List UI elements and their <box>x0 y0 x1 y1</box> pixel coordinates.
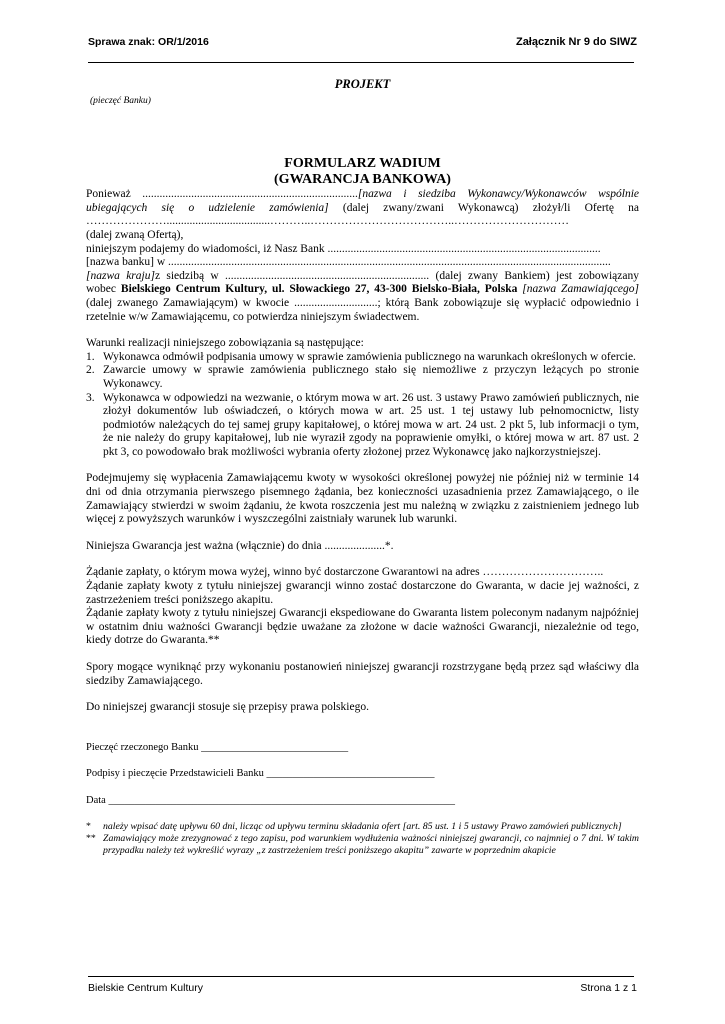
footnote-text: Zamawiający może zrezygnować z tego zapisu, pod warunkiem wydłużenia ważności niniejszej gwarancji, co najmniej o 7 dni. W takim przypadku należy też wykreślić wyrazy „z zastrzeżeniem treści poniższego akapitu” zawarte w poprzednim akapicie <box>103 832 639 856</box>
attachment-label: Załącznik Nr 9 do SIWZ <box>515 36 637 48</box>
list-number: 2. <box>86 364 95 377</box>
footnote-mark: ** <box>86 832 96 844</box>
page-number: Strona 1 z 1 <box>580 982 637 994</box>
text-segment: (dalej zwany/zwani Wykonawcą) złożył/li Ofertę na …………………....................................………..………………………………..………………………… <box>86 201 639 228</box>
paragraph-obligation <box>86 270 639 324</box>
list-text: Wykonawca odmówił podpisania umowy w sprawie zamówienia publicznego na warunkach określonych w ofercie. <box>103 350 636 363</box>
paragraph-contractor <box>86 188 639 229</box>
footnotes <box>86 821 639 857</box>
footnote-mark: * <box>86 820 91 832</box>
list-text: Wykonawca w odpowiedzi na wezwanie, o którym mowa w art. 26 ust. 3 ustawy Prawo zamówień publicznych, nie złożył dokumentów lub oświadczeń, o których mowa w art. 25 ust. 1 tej ustawy lub pełnomocnictw, listy podmiotów należących do tej samej grupy kapitałowej, o której mowa w art. 24 ust. 2 pkt 5, lub informacji o tym, że nie należy do grupy kapitałowej, lub nie wyraził zgody na poprawienie omyłki, o której mowa w art. 87 ust. 2 pkt 3, co powodowało brak możliwości wybrania oferty złożonej przez Wykonawcę jako najkorzystniejszej. <box>103 391 639 458</box>
title-line-1: FORMULARZ WADIUM <box>284 156 441 172</box>
paragraph-payment: Podejmujemy się wypłacenia Zamawiającemu kwoty w wysokości określonej powyżej nie później niż w terminie 14 dni od dnia otrzymania pierwszego pisemnego żądania, bez konieczności uzasadnienia przez Zamawiającego, o ile Zamawiający stwierdzi w swoim żądaniu, że kwota roszczenia jest mu należną w związku z zaistnieniem jednego lub więcej z powyższych warunków i wyszczególni zaistniały warunek lub warunki. <box>86 472 639 526</box>
footer-rule <box>88 976 634 977</box>
list-item <box>86 392 639 460</box>
paragraph-demand-delivery: Żądanie zapłaty kwoty z tytułu niniejszej gwarancji winno zostać dostarczone do Gwaranta, w dacie jej ważności, z zastrzeżeniem treści poniższego akapitu. <box>86 580 639 606</box>
paragraph-demand-mail: Żądanie zapłaty kwoty z tytułu niniejszej Gwarancji ekspediowane do Gwaranta listem poleconym nadanym najpóźniej w ostatnim dniu ważności Gwarancji będzie uważane za złożone w dacie ważności Gwarancji, niezależnie od tego, kiedy dotrze do Gwaranta.** <box>86 607 639 647</box>
projekt-label: PROJEKT <box>334 77 391 91</box>
conditions-list <box>86 351 639 460</box>
employer-placeholder: [nazwa Zamawiającego] <box>522 283 640 296</box>
paragraph-bank-intro: niniejszym podajemy do wiadomości, iż Nasz Bank ............................................................................................... <box>86 242 601 255</box>
list-number: 3. <box>86 391 95 404</box>
header-rule <box>88 62 634 63</box>
signature-block <box>86 741 639 808</box>
footer-organization: Bielskie Centrum Kultury <box>88 982 203 994</box>
paragraph-demand-address: Żądanie zapłaty, o którym mowa wyżej, winno być dostarczone Gwarantowi na adres ………………………….. <box>86 566 604 579</box>
footnote <box>86 833 639 857</box>
list-item <box>86 364 639 391</box>
case-number: Sprawa znak: OR/1/2016 <box>88 36 209 48</box>
bank-stamp-placeholder: (pieczęć Banku) <box>90 95 151 106</box>
paragraph-law: Do niniejszej gwarancji stosuje się przepisy prawa polskiego. <box>86 701 369 714</box>
document-title <box>86 156 639 188</box>
paragraph-validity: Niniejsza Gwarancja jest ważna (włącznie) do dnia .....................*. <box>86 539 394 552</box>
footnote <box>86 821 639 833</box>
document-body <box>86 78 639 857</box>
paragraph-disputes: Spory mogące wyniknąć przy wykonaniu postanowień niniejszej gwarancji rozstrzygane będą przez sąd właściwy dla siedziby Zamawiającego. <box>86 661 639 687</box>
list-text: Zawarcie umowy w sprawie zamówienia publicznego stało się niemożliwe z przyczyn leżących po stronie Wykonawcy. <box>103 364 639 390</box>
employer-name: Bielskiego Centrum Kultury, ul. Słowackiego 27, 43-300 Bielsko-Biała, Polska <box>120 283 518 296</box>
text-segment: Ponieważ ........................................................................... <box>86 188 358 201</box>
paragraph-offer-ref: (dalej zwaną Ofertą), <box>86 228 184 241</box>
date-line: Data __________________________________________________________________ <box>86 794 455 806</box>
contractor-placeholder: [nazwa i siedziba Wykonawcy/Wykonawców wspólnie ubiegających się o udzielenie zamówienia] <box>86 188 639 214</box>
footnote-text: należy wpisać datę upływu 60 dni, licząc od upływu terminu składania ofert [art. 85 ust. 1 i 5 ustawy Prawo zamówień publicznych] <box>103 820 622 832</box>
bank-stamp-line: Pieczęć rzeczonego Banku ____________________________ <box>86 741 349 753</box>
list-item <box>86 351 639 365</box>
paragraph-bank-name: [nazwa banku] w .......................................................................................................................................................... <box>86 256 611 269</box>
title-line-2: (GWARANCJA BANKOWA) <box>274 172 451 188</box>
text-segment: z siedzibą w ....................................................................... (dalej zwany Bankiem) jest zobowiązany wobec <box>86 269 639 296</box>
text-segment: (dalej zwanego Zamawiającym) w kwocie .............................; którą Bank zobowiązuje się wypłacić odpowiednio i rzetelnie w/w Zamawiającemu, co potwierdza niniejszym świadectwem. <box>86 296 639 323</box>
representatives-signature-line: Podpisy i pieczęcie Przedstawicieli Banku ________________________________ <box>86 768 435 780</box>
country-placeholder: [nazwa kraju] <box>86 269 155 282</box>
list-number: 1. <box>86 350 95 363</box>
conditions-intro: Warunki realizacji niniejszego zobowiązania są następujące: <box>86 337 364 350</box>
